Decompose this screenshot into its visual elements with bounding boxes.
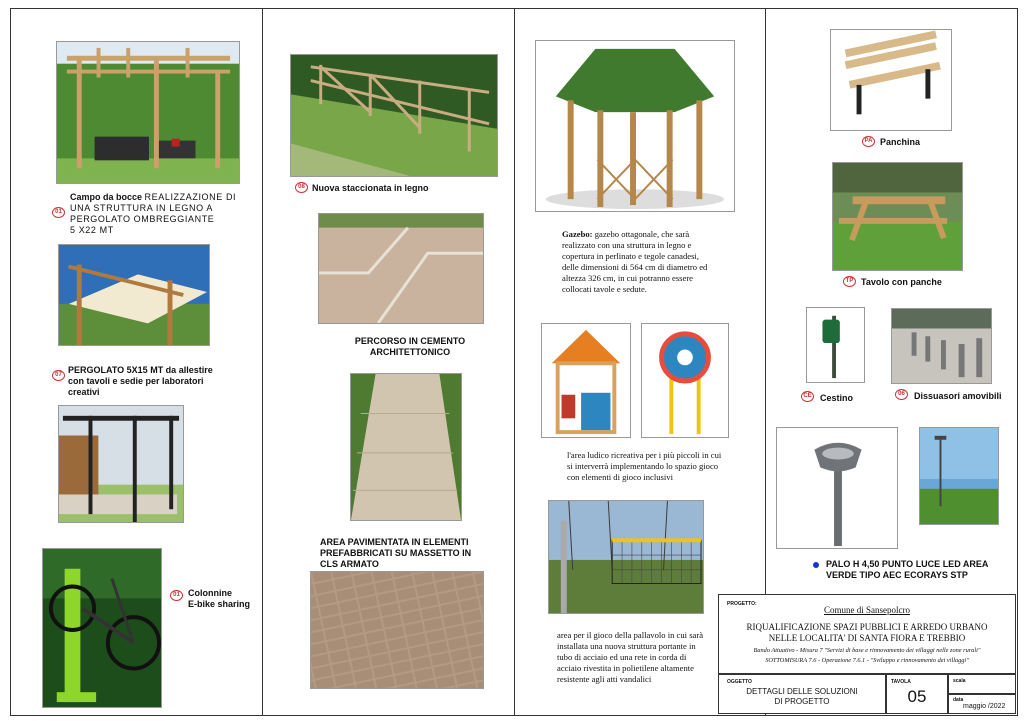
pallavolo-description: area per il gioco della pallavolo in cui sarà installata una nuova struttura portante in tubo di acciaio ed una rete in corda di acciaio rivestita in polietilene altamente resistente agli atti vandalici bbox=[557, 630, 704, 684]
colonnine-caption: Colonnine E-bike sharing bbox=[188, 588, 251, 609]
sottomisura-line: SOTTOMISURA 7.6 - Operazione 7.6.1 - "Sviluppo e rinnovamento dei villaggi" bbox=[765, 657, 969, 664]
pavers-photo bbox=[310, 571, 484, 689]
fence-photo bbox=[290, 54, 498, 177]
badge-01: 01 bbox=[170, 590, 183, 601]
volleyball-net-photo bbox=[548, 500, 704, 614]
area-pavimentata-caption: AREA PAVIMENTATA IN ELEMENTI PREFABBRICATI SU MASSETTO IN CLS ARMATO bbox=[320, 537, 472, 569]
paved-path-photo bbox=[350, 373, 462, 521]
dissuasori-caption: Dissuasori amovibili bbox=[914, 391, 1002, 401]
bando-line: Bando Attuativo - Misura 7 "Servizi di base e rinnovamento dei villaggi nelle zone rurali" bbox=[753, 647, 981, 654]
ebike-station-photo bbox=[42, 548, 162, 708]
bocce-pergola-photo bbox=[56, 41, 240, 184]
project-title-line2: NELLE LOCALITA' DI SANTA FIORA E TREBBIO bbox=[768, 633, 966, 643]
badge-tp: TP bbox=[843, 276, 856, 287]
bollards-photo bbox=[891, 308, 992, 384]
bullet-dot bbox=[813, 562, 819, 568]
badge-pa: PA bbox=[862, 136, 875, 147]
pergolato-caption: PERGOLATO 5X15 MT da allestire con tavoli e sedie per laboratori creativi bbox=[68, 365, 213, 397]
data-cell: data maggio /2022 bbox=[948, 694, 1016, 714]
title-block-header: PROGETTO: Comune di Sansepolcro RIQUALIFICAZIONE SPAZI PUBBLICI E ARREDO URBANO NELLE LOCALITA' DI SANTA FIORA E TREBBIO Bando Attuativo - Misura 7 "Servizi di base e rinnovamento dei villaggi nelle zone rurali" SOTTOMISURA 7.6 - Operazione 7.6.1 - "Sviluppo e rinnovamento dei villaggi" bbox=[718, 594, 1016, 674]
scala-cell: scala bbox=[948, 674, 1016, 694]
pergola-structure-photo bbox=[58, 405, 184, 523]
led-lamp-photo bbox=[776, 427, 898, 549]
oggetto-cell: OGGETTO DETTAGLI DELLE SOLUZIONI DI PROGETTO bbox=[718, 674, 886, 714]
percorso-caption: PERCORSO IN CEMENTO ARCHITETTONICO bbox=[354, 336, 466, 357]
project-title-line1: RIQUALIFICAZIONE SPAZI PUBBLICI E ARREDO URBANO bbox=[746, 622, 988, 632]
gazebo-description: Gazebo: gazebo ottagonale, che sarà realizzato con una struttura in legno e copertura in perlinato e tegole canadesi, delle dimensioni di 564 cm di diametro ed altezza 326 cm, in cui potranno essere collocati tavole e sedute. bbox=[562, 229, 708, 294]
picnic-table-photo bbox=[832, 162, 963, 271]
lamp-on-site-photo bbox=[919, 427, 999, 525]
bench-photo bbox=[830, 29, 952, 131]
column-divider bbox=[514, 8, 515, 716]
play-house-photo bbox=[541, 323, 631, 438]
bin-photo bbox=[806, 307, 865, 383]
panchina-caption: Panchina bbox=[880, 137, 921, 147]
badge-ce: CE bbox=[801, 391, 814, 402]
play-panel-photo bbox=[641, 323, 729, 438]
badge-01: 01 bbox=[52, 207, 65, 218]
badge-06: 06 bbox=[895, 389, 908, 400]
bocce-caption: Campo da bocce REALIZZAZIONE DI UNA STRUTTURA IN LEGNO A PERGOLATO OMBREGGIANTE 5 X22 MT bbox=[70, 192, 237, 235]
ludico-description: l'area ludico ricreativa per i più piccoli in cui si interverrà implementando lo spazio gioco con elementi di gioco inclusivi bbox=[567, 450, 722, 482]
staccionata-caption: Nuova staccionata in legno bbox=[312, 183, 429, 193]
tavola-number: 05 bbox=[907, 687, 927, 706]
badge-07: 07 bbox=[52, 370, 65, 381]
badge-08: 08 bbox=[295, 182, 308, 193]
gazebo-photo bbox=[535, 40, 735, 212]
tavolo-caption: Tavolo con panche bbox=[861, 277, 942, 287]
pergolato-photo bbox=[58, 244, 210, 346]
cement-path-photo bbox=[318, 213, 484, 324]
column-divider bbox=[262, 8, 263, 716]
cestino-caption: Cestino bbox=[820, 393, 854, 403]
date-value: maggio /2022 bbox=[963, 703, 1006, 710]
tavola-cell: TAVOLA 05 bbox=[886, 674, 948, 714]
comune-label: Comune di Sansepolcro bbox=[824, 605, 910, 615]
palo-caption: PALO H 4,50 PUNTO LUCE LED AREA VERDE TIPO AEC ECORAYS STP bbox=[826, 559, 989, 580]
